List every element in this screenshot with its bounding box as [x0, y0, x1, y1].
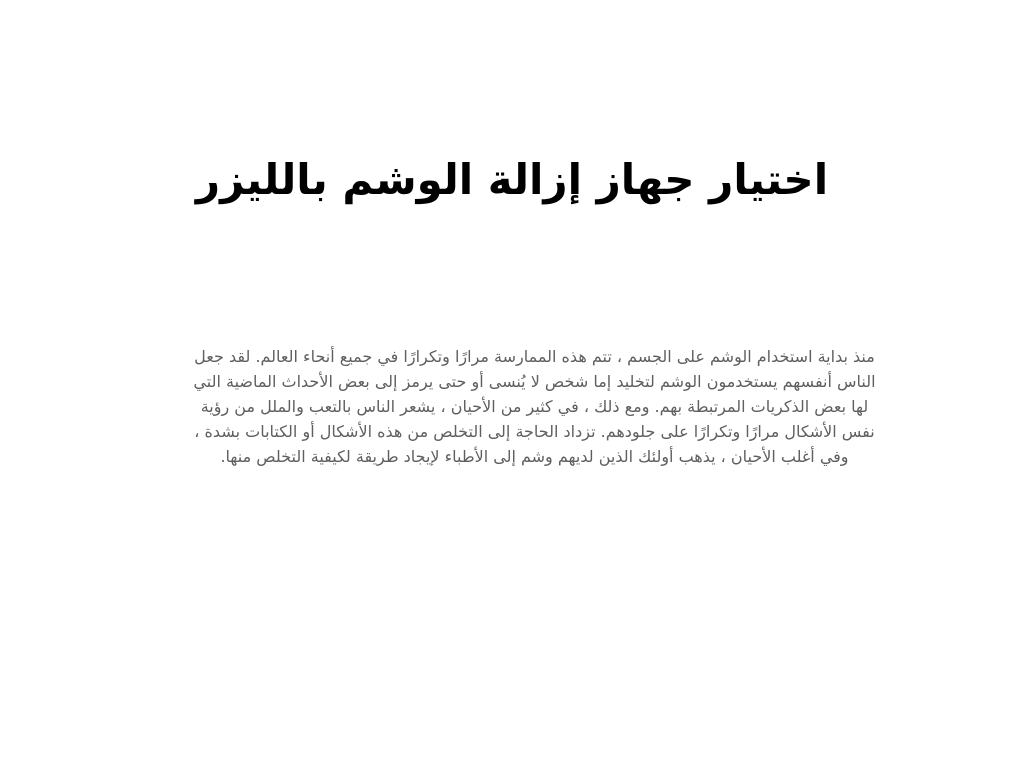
slide-body-text	[136, 344, 933, 469]
slide-title: اختيار جهاز إزالة الوشم بالليزر	[195, 155, 829, 204]
body-line: منذ بداية استخدام الوشم على الجسم ، تتم هذه الممارسة مرارًا وتكرارًا في جميع أنحاء العالم. لقد جعل	[194, 347, 875, 366]
body-line: الناس أنفسهم يستخدمون الوشم لتخليد إما شخص لا يُنسى أو حتى يرمز إلى بعض الأحداث الماضية التي	[193, 372, 876, 391]
body-line: وفي أغلب الأحيان ، يذهب أولئك الذين لديهم وشم إلى الأطباء لإيجاد طريقة لكيفية التخلص منها.	[220, 447, 849, 466]
body-line: نفس الأشكال مرارًا وتكرارًا على جلودهم. تزداد الحاجة إلى التخلص من هذه الأشكال أو الكتابات بشدة ،	[194, 422, 875, 441]
body-line: لها بعض الذكريات المرتبطة بهم. ومع ذلك ، في كثير من الأحيان ، يشعر الناس بالتعب والملل من رؤية	[200, 397, 869, 416]
